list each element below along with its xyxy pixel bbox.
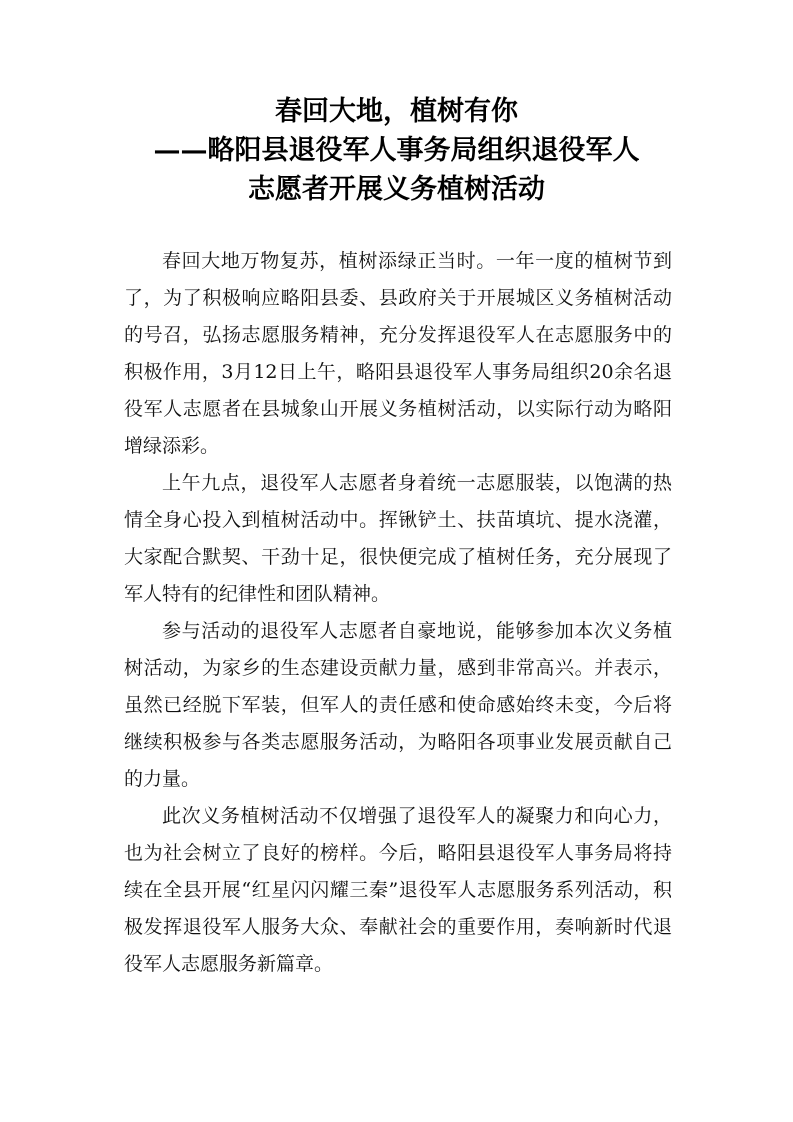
paragraph-4: 此次义务植树活动不仅增强了退役军人的凝聚力和向心力，也为社会树立了良好的榜样。今后，略阳县退役军人事务局将持续在全县开展“红星闪闪耀三秦”退役军人志愿服务系列活动，积极发挥退役军人服务大众、奉献社会的重要作用，奏响新时代退役军人志愿服务新篇章。 [124, 805, 672, 975]
document-title [0, 92, 793, 209]
article-body [124, 243, 672, 983]
title-line-subtitle: ——略阳县退役军人事务局组织退役军人 [153, 135, 640, 166]
title-line-subtitle-cont: 志愿者开展义务植树活动 [248, 174, 545, 205]
paragraph-2: 上午九点，退役军人志愿者身着统一志愿服装，以饱满的热情全身心投入到植树活动中。挥锹铲土、扶苗填坑、提水浇灌，大家配合默契、干劲十足，很快便完成了植树任务，充分展现了军人特有的纪律性和团队精神。 [124, 472, 672, 605]
title-line-main: 春回大地，植树有你 [275, 96, 518, 127]
paragraph-1: 春回大地万物复苏，植树添绿正当时。一年一度的植树节到了，为了积极响应略阳县委、县政府关于开展城区义务植树活动的号召，弘扬志愿服务精神，充分发挥退役军人在志愿服务中的积极作用，3月12日上午，略阳县退役军人事务局组织20余名退役军人志愿者在县城象山开展义务植树活动，以实际行动为略阳增绿添彩。 [124, 250, 672, 457]
paragraph-3: 参与活动的退役军人志愿者自豪地说，能够参加本次义务植树活动，为家乡的生态建设贡献力量，感到非常高兴。并表示，虽然已经脱下军装，但军人的责任感和使命感始终未变，今后将继续积极参与各类志愿服务活动，为略阳各项事业发展贡献自己的力量。 [124, 620, 672, 790]
